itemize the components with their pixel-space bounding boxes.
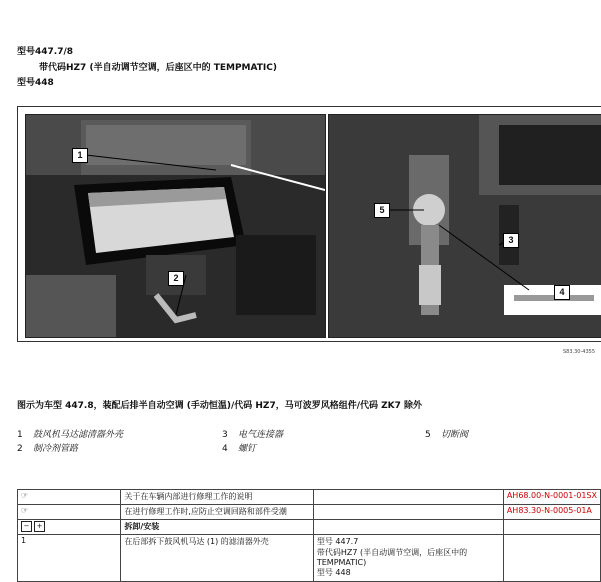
remove-icon: − [21,521,32,532]
callout-5: 5 [374,203,390,218]
legend-label: 切断阀 [441,430,469,440]
figure-frame [17,106,601,342]
photo-shutoff-valve-drawing [329,115,601,337]
info-cell [313,505,503,520]
legend-number: 3 [222,430,228,440]
callout-2: 2 [168,271,184,286]
icon-cell [18,520,121,535]
step-text: 在后部拆下鼓风机马达 (1) 的滤清器外壳 [121,535,313,582]
table-row [18,535,601,582]
install-icon: + [34,521,45,532]
step-text: 在进行修理工作时,应防止空调回路和部件受潮 [121,505,313,520]
legend-number: 5 [425,430,431,440]
table-row [18,520,601,535]
table-row [18,505,601,520]
legend-item-1 [17,427,123,440]
model-heading: 型号447.7/8 [17,47,74,57]
info-cell: 型号 447.7 带代码HZ7 (半自动调节空调，后座区中的 TEMPMATIC) 型号 448 [313,535,503,582]
procedure-table [17,489,601,582]
table-row [18,490,601,505]
photo-shutoff-valve [328,114,601,338]
icon-cell [18,505,121,520]
legend-item-3 [222,427,283,440]
legend-item-2 [17,441,78,454]
variant-heading: 带代码HZ7 (半自动调节空调，后座区中的 TEMPMATIC) [39,63,277,73]
photo-filter-housing [25,114,326,338]
info-cell [313,520,503,535]
legend-label: 制冷剂管路 [33,444,79,454]
reference-link [503,535,600,582]
hand-icon: ☞ [21,506,29,515]
figure-caption: 图示为车型 447.8，装配后排半自动空调 (手动恒温)/代码 HZ7，马可波罗风格组件/代码 ZK7 除外 [17,401,423,411]
icon-cell [18,490,121,505]
legend-number: 4 [222,444,228,454]
legend-number: 1 [17,430,23,440]
info-cell [313,490,503,505]
legend-item-4 [222,441,256,454]
legend-label: 鼓风机马达滤清器外壳 [33,430,124,440]
callout-4: 4 [554,285,570,300]
legend-label: 螺钉 [238,444,257,454]
reference-link [503,520,600,535]
photo-filter-housing-drawing [26,115,325,337]
step-text: 关于在车辆内部进行修理工作的说明 [121,490,313,505]
callout-3: 3 [503,233,519,248]
legend-number: 2 [17,444,23,454]
step-number: 1 [18,535,121,582]
callout-1: 1 [72,148,88,163]
step-text: 拆卸/安装 [121,520,313,535]
reference-link[interactable]: AH68.00-N-0001-01SX [503,490,600,505]
legend-item-5 [425,427,468,440]
figure-reference: S83.30-4355 [563,349,596,355]
model-heading-2: 型号448 [17,78,54,88]
hand-icon: ☞ [21,491,29,500]
legend-label: 电气连接器 [238,430,284,440]
reference-link[interactable]: AH83.30-N-0005-01A [503,505,600,520]
